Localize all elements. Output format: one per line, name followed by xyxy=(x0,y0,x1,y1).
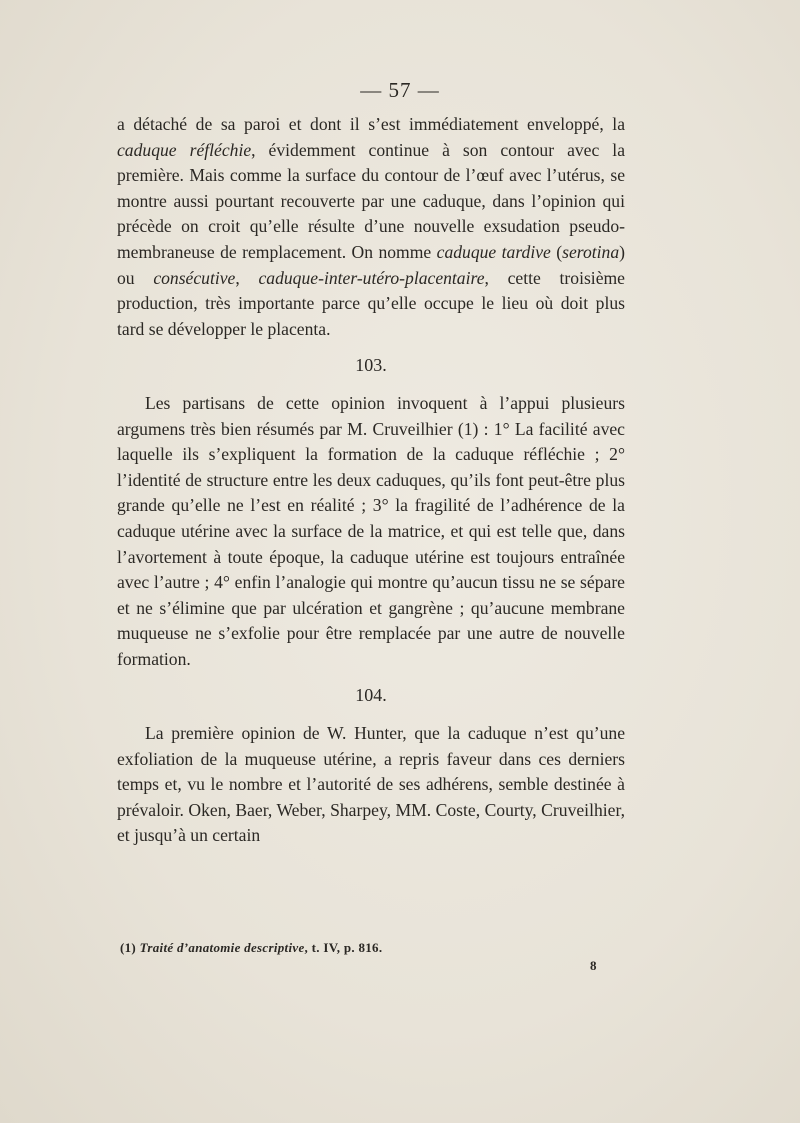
section-number: 103. xyxy=(355,355,387,376)
footnote xyxy=(120,940,620,956)
footnote-title: Traité d’anatomie descriptive xyxy=(139,940,305,955)
text-run: , cette troisième production, très importante parce qu’elle occupe le lieu où doit plus tard se développer le placenta. xyxy=(117,267,625,339)
page-number: — 57 — xyxy=(360,78,440,102)
paragraph xyxy=(117,112,625,342)
text-run: a détaché de sa paroi et dont il s’est immédiatement enveloppé, la xyxy=(117,114,625,134)
italic-term: consécutive xyxy=(153,267,236,288)
body-text xyxy=(117,112,625,849)
italic-term: caduque-inter-utéro-placentaire xyxy=(258,267,485,288)
text-run: , évidemment continue à son contour avec la première. Mais comme la surface du contour de l’œuf avec l’utérus, se montre aussi pourtant recouverte par une caduque, dans l’opinion qui précède on croit qu’elle résulte d’une nouvelle exsudation pseudo-membraneuse de remplacement. On nomme xyxy=(117,139,625,262)
italic-term: caduque tardive xyxy=(436,241,551,262)
text-run: ( xyxy=(550,241,563,262)
footnote-marker: (1) xyxy=(120,940,140,955)
text-run: , xyxy=(235,267,259,288)
footnote-rest: , t. IV, p. 816. xyxy=(304,940,383,955)
signature-mark: 8 xyxy=(590,958,597,973)
italic-term: serotina xyxy=(562,241,620,262)
paragraph: La première opinion de W. Hunter, que la caduque n’est qu’une exfoliation de la muqueuse utérine, a repris faveur dans ces derniers temps et, vu le nombre et l’autorité de ses adhérens, semble destinée à prévaloir. Oken, Baer, Weber, Sharpey, MM. Coste, Courty, Cruveilhier, et jusqu’à un certain xyxy=(117,723,625,846)
section-number: 104. xyxy=(355,685,387,706)
italic-term: caduque réfléchie xyxy=(117,139,252,160)
text-run: ) ou xyxy=(117,241,625,288)
paragraph: Les partisans de cette opinion invoquent à l’appui plusieurs argumens très bien résumés par M. Cruveilhier (1) : 1° La facilité avec laquelle ils s’expliquent la formation de la caduque réfléchie ; 2° l’identité de structure entre les deux caduques, qu’ils font peut-être plus grande qu’elle ne l’est en réalité ; 3° la fragilité de l’adhérence de la caduque utérine avec la surface de la matrice, et qui est telle que, dans l’avortement à toute époque, la caduque utérine est toujours entraînée avec l’autre ; 4° enfin l’analogie qui montre qu’aucun tissu ne se sépare et ne s’élimine que par ulcération et gangrène ; qu’aucune membrane muqueuse ne s’exfolie pour être remplacée par une autre de nouvelle formation. xyxy=(117,392,625,669)
